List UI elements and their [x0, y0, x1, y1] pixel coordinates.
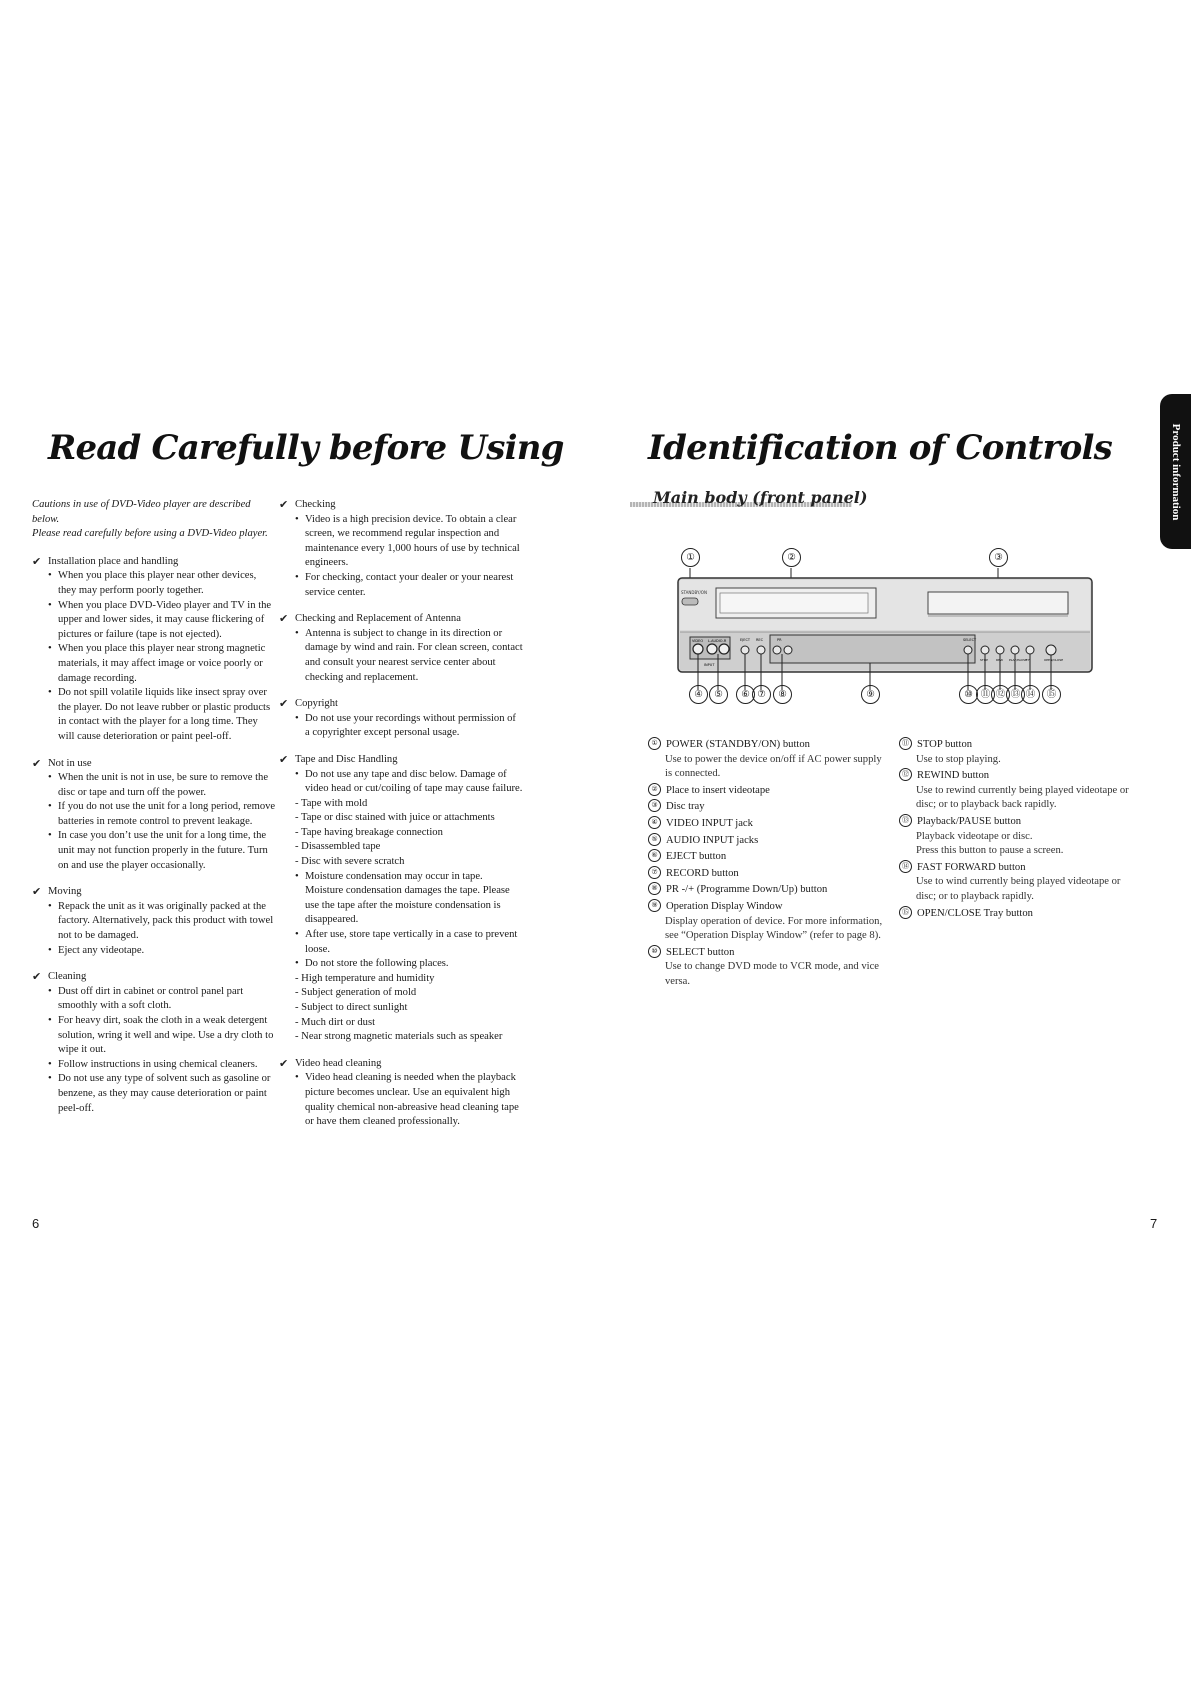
control-label-row — [648, 800, 886, 815]
checkmark-icon: ✔ — [279, 697, 289, 711]
control-label: STOP button — [917, 739, 973, 750]
control-item — [899, 815, 1139, 859]
select-button[interactable] — [964, 646, 972, 654]
callout-9: ⑨ — [861, 685, 880, 704]
control-number: ⑭ — [899, 860, 912, 873]
pr-down-button[interactable] — [773, 646, 781, 654]
select-label: SELECT — [963, 638, 977, 642]
open-close-button[interactable] — [1046, 645, 1056, 655]
control-label: RECORD button — [666, 867, 739, 879]
control-item — [648, 784, 886, 799]
control-label-row — [648, 784, 886, 799]
control-label: AUDIO INPUT jacks — [666, 834, 759, 846]
bullet-item: • Repack the unit as it was originally packed at the factory. Alternatively, pack this product with towel not to be damaged. — [32, 900, 276, 944]
bullet-item: • When you place this player near other devices, they may perform poorly together. — [32, 569, 276, 598]
section-heading — [32, 757, 276, 772]
control-number: ② — [648, 783, 661, 796]
control-description: Use to stop playing. — [916, 753, 1001, 765]
control-label: SELECT button — [666, 946, 735, 958]
control-label-row — [648, 834, 886, 849]
caution-section — [32, 970, 276, 1116]
section-heading-text: Moving — [48, 886, 82, 898]
bullet-item: • When you place this player near strong magnetic materials, it may affect image or voice poorly or damage recording. — [32, 642, 276, 686]
bullet-item: • Moisture condensation may occur in tape. Moisture condensation damages the tape. Please use the tape after the moisture condensation is disappeared. — [279, 870, 523, 928]
page-title-right: Identification of Controls — [648, 428, 1112, 468]
section-heading — [279, 753, 523, 768]
section-heading-text: Video head cleaning — [295, 1057, 382, 1069]
subsection-title: Main body (front panel) — [653, 488, 868, 507]
fast-forward-button[interactable] — [1026, 646, 1034, 654]
bullet-item: • Do not use any tape and disc below. Damage of video head or cut/coiling of tape may cause failure. — [279, 768, 523, 797]
intro-line: Please read carefully before using a DVD-Video player. — [32, 528, 268, 540]
control-label: PR -/+ (Programme Down/Up) button — [666, 884, 828, 896]
checkmark-icon: ✔ — [279, 612, 289, 626]
control-label: EJECT button — [666, 851, 727, 863]
control-label-row — [899, 861, 1139, 876]
section-heading — [279, 697, 523, 712]
eject-label: EJECT — [740, 638, 751, 642]
video-input-jack[interactable] — [693, 644, 703, 654]
control-label-row — [648, 946, 886, 961]
section-heading-text: Tape and Disc Handling — [295, 753, 398, 765]
side-tab-label: Product information — [1169, 423, 1182, 520]
bullet-item: • Video is a high precision device. To obtain a clear screen, we recommend regular inspection and maintenance every 1,000 hours of use by technical engineers. — [279, 513, 523, 571]
bullet-item: • For heavy dirt, soak the cloth in a weak detergent solution, wring it well and wipe. Use a dry cloth to wipe it out. — [32, 1014, 276, 1058]
callout-1: ① — [681, 548, 700, 567]
stop-label: STOP — [980, 658, 988, 662]
pr-label: PR — [777, 638, 782, 642]
control-label: REWIND button — [917, 770, 990, 782]
dash-item: - Subject generation of mold — [295, 987, 417, 999]
control-item — [648, 900, 886, 944]
page-number-right: 7 — [1150, 1216, 1158, 1231]
control-label-row — [899, 907, 1139, 922]
control-label: Playback/PAUSE button — [917, 815, 1022, 827]
video-label: VIDEO — [692, 639, 704, 643]
page-number-left: 6 — [32, 1216, 40, 1231]
control-label: Disc tray — [666, 801, 705, 813]
cautions-column-1 — [32, 498, 276, 1128]
control-label-row — [648, 900, 886, 915]
control-number: ④ — [648, 816, 661, 829]
section-heading — [279, 498, 523, 513]
audio-input-jack-right[interactable] — [719, 644, 729, 654]
control-number: ① — [648, 737, 661, 750]
bullet-item: • Dust off dirt in cabinet or control panel part smoothly with a soft cloth. — [32, 985, 276, 1014]
section-heading-text: Installation place and handling — [48, 555, 179, 567]
control-label: Operation Display Window — [666, 900, 783, 912]
callout-5: ⑤ — [709, 685, 728, 704]
control-number: ⑧ — [648, 882, 661, 895]
control-description: Display operation of device. For more information, see “Operation Display Window” (refer to page 8). — [665, 915, 883, 942]
callout-12: ⑫ — [991, 685, 1010, 704]
control-item — [648, 867, 886, 882]
standby-label: STANDBY/ON — [681, 590, 707, 595]
audio-label: L-AUDIO-R — [708, 639, 727, 643]
control-number: ③ — [648, 799, 661, 812]
power-button[interactable] — [682, 598, 698, 605]
caution-section — [279, 697, 523, 741]
control-item — [648, 834, 886, 849]
rewind-button[interactable] — [996, 646, 1004, 654]
open-label: OPEN/CLOSE — [1044, 658, 1064, 662]
control-number: ⑪ — [899, 737, 912, 750]
pr-up-button[interactable] — [784, 646, 792, 654]
callout-13: ⑬ — [1006, 685, 1025, 704]
control-item — [899, 907, 1139, 922]
control-label: OPEN/CLOSE Tray button — [917, 907, 1033, 919]
play-pause-button[interactable] — [1011, 646, 1019, 654]
control-item — [899, 738, 1139, 767]
control-item — [648, 883, 886, 898]
subsection-heading — [625, 488, 868, 514]
stop-button[interactable] — [981, 646, 989, 654]
control-number: ⑥ — [648, 849, 661, 862]
callout-7: ⑦ — [752, 685, 771, 704]
bullet-item: • Do not store the following places. — [279, 957, 523, 972]
caution-sections — [279, 498, 523, 1130]
dash-item: - Subject to direct sunlight — [295, 1002, 408, 1013]
control-number: ⑩ — [648, 945, 661, 958]
controls-list-2 — [899, 738, 1139, 923]
bullet-item: • In case you don’t use the unit for a long time, the unit may not function properly in the future. Turn on and use the player occasionally. — [32, 829, 276, 873]
control-item — [648, 738, 886, 782]
record-button[interactable] — [757, 646, 765, 654]
checkmark-icon: ✔ — [32, 554, 42, 568]
caution-section — [279, 612, 523, 685]
control-item — [648, 946, 886, 990]
dash-item: - Tape having breakage connection — [295, 826, 443, 838]
bullet-item: • Video head cleaning is needed when the playback picture becomes unclear. Use an equivalent high quality chemical non-abreasive head cleaning tape or have them cleaned professionally. — [279, 1071, 523, 1129]
callout-4: ④ — [689, 685, 708, 704]
control-item — [648, 817, 886, 832]
section-heading — [279, 612, 523, 627]
caution-sections — [32, 555, 276, 1116]
section-heading — [32, 885, 276, 900]
control-description: Playback videotape or disc. — [916, 830, 1033, 842]
control-description: Press this button to pause a screen. — [916, 845, 1064, 857]
section-side-tab — [1160, 394, 1191, 549]
checkmark-icon: ✔ — [32, 885, 42, 899]
caution-section — [32, 885, 276, 958]
input-label: INPUT — [704, 663, 715, 667]
section-heading-text: Checking and Replacement of Antenna — [295, 613, 461, 625]
audio-input-jack-left[interactable] — [707, 644, 717, 654]
bullet-item: • Follow instructions in using chemical cleaners. — [32, 1058, 276, 1073]
rew-label: REW — [996, 658, 1003, 662]
dash-item: - Disassembled tape — [295, 841, 381, 853]
ff-label: F.F — [1026, 658, 1030, 662]
control-number: ⑬ — [899, 814, 912, 827]
callout-10: ⑩ — [959, 685, 978, 704]
intro-line: Cautions in use of DVD-Video player are described below. — [32, 499, 251, 525]
control-item — [899, 861, 1139, 905]
cautions-column-2 — [279, 498, 523, 1142]
control-label-row — [648, 883, 886, 898]
section-heading-text: Not in use — [48, 757, 92, 769]
intro-text — [32, 498, 276, 542]
control-label-row — [648, 817, 886, 832]
callout-3: ③ — [989, 548, 1008, 567]
control-description: Use to power the device on/off if AC power supply is connected. — [665, 753, 882, 780]
bullet-item: • After use, store tape vertically in a case to prevent loose. — [279, 928, 523, 957]
control-item — [899, 769, 1139, 813]
dash-item: - High temperature and humidity — [295, 972, 435, 984]
callout-2: ② — [782, 548, 801, 567]
control-label-row — [648, 738, 886, 753]
control-label-row — [648, 850, 886, 865]
callout-11: ⑪ — [976, 685, 995, 704]
play-label: PLAY/PAUSE — [1009, 658, 1027, 662]
control-label-row — [899, 769, 1139, 784]
caution-section — [32, 757, 276, 874]
page-title-left: Read Carefully before Using — [48, 428, 564, 468]
bullet-item: • Eject any videotape. — [32, 944, 276, 959]
checkmark-icon: ✔ — [279, 752, 289, 766]
control-item — [648, 850, 886, 865]
section-heading — [279, 1057, 523, 1072]
control-number: ⑨ — [648, 899, 661, 912]
control-description: Use to change DVD mode to VCR mode, and vice versa. — [665, 961, 879, 987]
dash-item: - Much dirt or dust — [295, 1016, 376, 1028]
control-label: Place to insert videotape — [666, 784, 770, 796]
section-heading — [32, 555, 276, 570]
control-number: ⑤ — [648, 833, 661, 846]
checkmark-icon: ✔ — [32, 970, 42, 984]
control-label-row — [648, 867, 886, 882]
bullet-item: • Do not spill volatile liquids like insect spray over the player. Do not leave rubber or plastic products in contact with the player for a long time. They will cause deterioration or paint peel-off. — [32, 686, 276, 744]
checkmark-icon: ✔ — [279, 1056, 289, 1070]
control-label: FAST FORWARD button — [917, 861, 1026, 873]
dash-item: - Tape or disc stained with juice or attachments — [295, 812, 495, 824]
caution-section — [279, 1057, 523, 1130]
callout-8: ⑧ — [773, 685, 792, 704]
eject-button[interactable] — [741, 646, 749, 654]
control-number: ⑫ — [899, 768, 912, 781]
rec-label: REC — [756, 638, 764, 642]
dash-item: - Near strong magnetic materials such as speaker — [295, 1031, 503, 1043]
control-number: ⑦ — [648, 866, 661, 879]
dash-item: - Disc with severe scratch — [295, 856, 405, 868]
caution-section — [279, 753, 523, 1045]
bullet-item: • Do not use your recordings without permission of a copyrighter except personal usage. — [279, 712, 523, 741]
callout-6: ⑥ — [736, 685, 755, 704]
dash-item: - Tape with mold — [295, 797, 368, 809]
control-description: Use to rewind currently being played videotape or disc; or to playback back rapidly. — [916, 784, 1129, 811]
section-heading-text: Checking — [295, 499, 336, 510]
caution-section — [32, 555, 276, 745]
checkmark-icon: ✔ — [279, 498, 289, 511]
control-label-row — [899, 738, 1139, 753]
control-label: POWER (STANDBY/ON) button — [666, 739, 810, 750]
bullet-item: • When you place DVD-Video player and TV in the upper and lower sides, it may cause flickering of pictures or failure (tape is not ejected). — [32, 599, 276, 643]
checkmark-icon: ✔ — [32, 756, 42, 770]
control-item — [648, 800, 886, 815]
callout-14: ⑭ — [1021, 685, 1040, 704]
bullet-item: • For checking, contact your dealer or your nearest service center. — [279, 571, 523, 600]
section-heading — [32, 970, 276, 985]
bullet-item: • If you do not use the unit for a long period, remove batteries in remote control to prevent leakage. — [32, 800, 276, 829]
front-panel-illustration — [660, 540, 1100, 705]
control-label-row — [899, 815, 1139, 830]
callout-15: ⑮ — [1042, 685, 1061, 704]
bullet-item: • Antenna is subject to change in its direction or damage by wind and rain. For clean screen, contact and consult your nearest service center about checking and replacement. — [279, 627, 523, 685]
control-label: VIDEO INPUT jack — [666, 817, 753, 829]
section-heading-text: Copyright — [295, 698, 338, 710]
control-description: Use to wind currently being played videotape or disc; or to playback rapidly. — [916, 876, 1121, 902]
bullet-item: • Do not use any type of solvent such as gasoline or benzene, as they may cause deterioration or paint peel-off. — [32, 1072, 276, 1116]
controls-list-1 — [648, 738, 886, 992]
bullet-item: • When the unit is not in use, be sure to remove the disc or tape and turn off the power. — [32, 771, 276, 800]
control-number: ⑮ — [899, 906, 912, 919]
caution-section — [279, 498, 523, 600]
section-heading-text: Cleaning — [48, 971, 87, 983]
